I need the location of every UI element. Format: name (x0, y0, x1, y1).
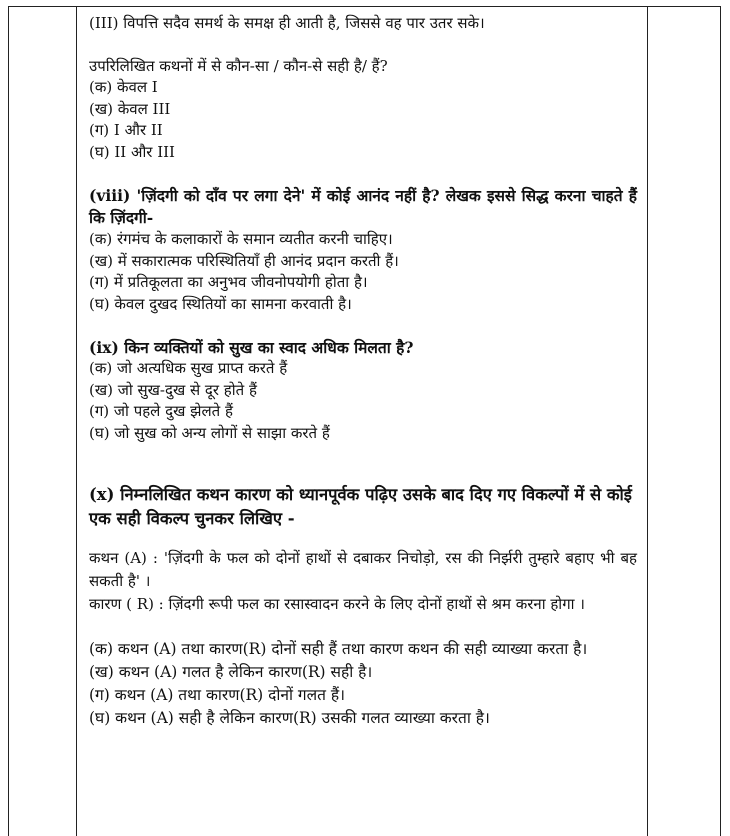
q-x-option: (ग) कथन (A) तथा कारण(R) दोनों गलत हैं। (89, 686, 346, 704)
q-x-option: (ख) कथन (A) गलत है लेकिन कारण(R) सही है। (89, 663, 373, 681)
q-vii-option: (ग) I और II (89, 121, 163, 139)
table-column-divider-left (76, 7, 77, 836)
q-viii-option: (ख) में सकारात्मक परिस्थितियाँ ही आनंद प्रदान करती हैं। (89, 251, 399, 270)
q-x-reason: कारण ( R) : ज़िंदगी रूपी फल का रसास्वादन करने के लिए दोनों हाथों से श्रम करना होगा । (89, 595, 585, 613)
q-viii-option: (घ) केवल दुखद स्थितियों का सामना करवाती है। (89, 294, 352, 313)
q-x-assertion: कथन (A) : 'ज़िंदगी के फल को दोनों हाथों से दबाकर निचोड़ो, रस की निर्झरी तुम्हारे बहाए भी बह सकती है' । (89, 549, 637, 590)
q-ix-option: (ग) जो पहले दुख झेलते हैं (89, 402, 233, 420)
q-ix-question: (ix) किन व्यक्तियों को सुख का स्वाद अधिक मिलता है? (89, 338, 414, 357)
question-table (8, 6, 721, 836)
q-vii-option: (ख) केवल III (89, 99, 171, 118)
q-x-option: (क) कथन (A) तथा कारण(R) दोनों सही हैं तथा कारण कथन की सही व्याख्या करता है। (89, 640, 588, 658)
q-viii-option: (क) रंगमंच के कलाकारों के समान व्यतीत करनी चाहिए। (89, 230, 393, 248)
q-ix-option: (ख) जो सुख-दुख से दूर होते हैं (89, 380, 257, 399)
q-viii-option: (ग) में प्रतिकूलता का अनुभव जीवनोपयोगी होता है। (89, 273, 368, 291)
q-ix-option: (क) जो अत्यधिक सुख प्राप्त करते हैं (89, 359, 288, 377)
statement-iii: (III) विपत्ति सदैव समर्थ के समक्ष ही आती है, जिससे वह पार उतर सके। (89, 14, 485, 32)
q-vii-option: (क) केवल I (89, 78, 158, 96)
q-ix-option: (घ) जो सुख को अन्य लोगों से साझा करते हैं (89, 423, 330, 442)
table-column-divider-right (647, 7, 648, 836)
question-content-cell (89, 13, 637, 730)
q-vii-option: (घ) II और III (89, 142, 175, 161)
q-viii-question: (viii) 'ज़िंदगी को दाँव पर लगा देने' में कोई आनंद नहीं है? लेखक इससे सिद्ध करना चाहते हैं कि ज़िंदगी- (89, 186, 637, 227)
q-x-question: (x) निम्नलिखित कथन कारण को ध्यानपूर्वक पढ़िए उसके बाद दिए गए विकल्पों में से कोई एक सही विकल्प चुनकर लिखिए - (89, 484, 632, 528)
q-x-option: (घ) कथन (A) सही है लेकिन कारण(R) उसकी गलत व्याख्या करता है। (89, 709, 490, 727)
q-vii-prompt: उपरिलिखित कथनों में से कौन-सा / कौन-से सही है/ हैं? (89, 57, 388, 75)
